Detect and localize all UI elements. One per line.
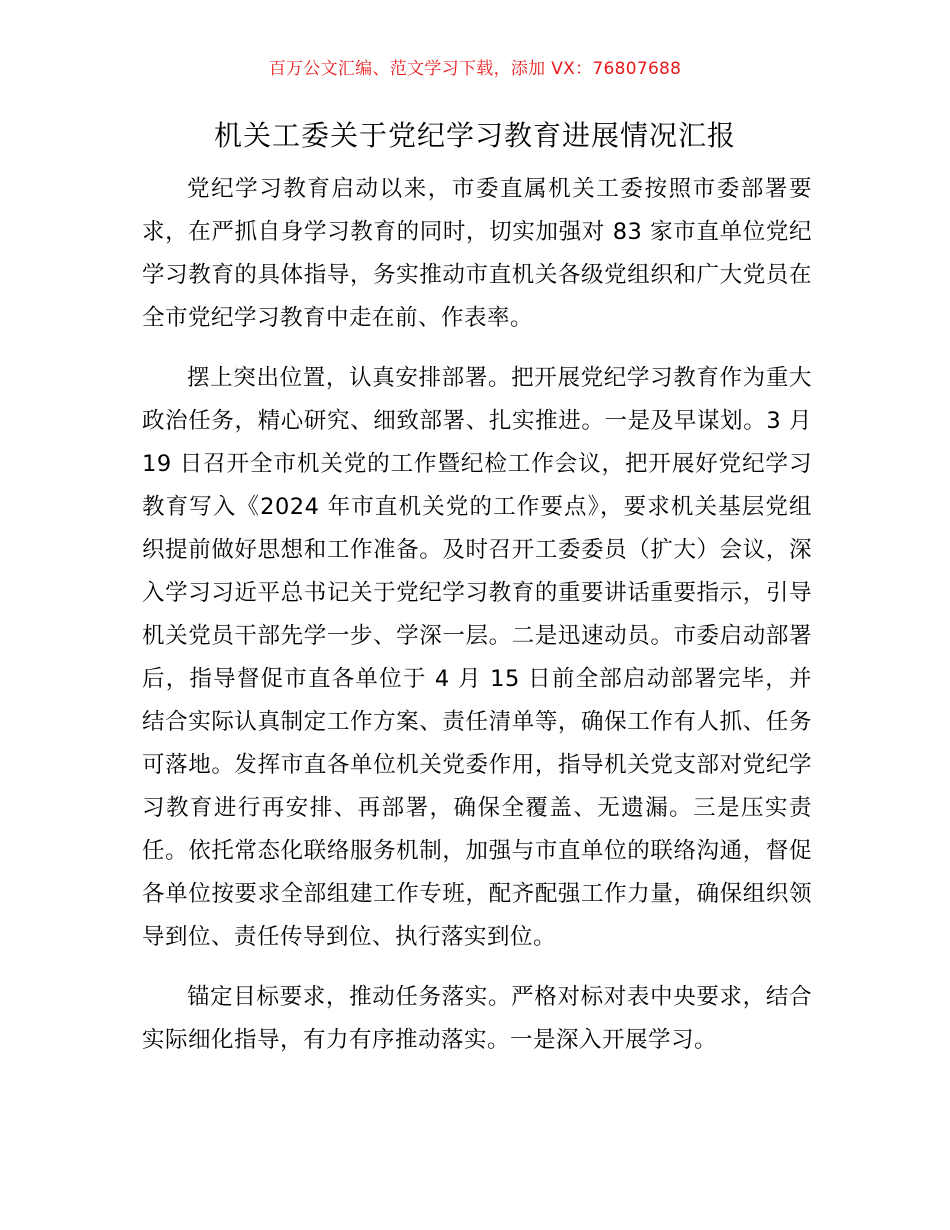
promo-header-note: 百万公文汇编、范文学习下载，添加 VX：76807688 bbox=[268, 59, 682, 79]
document-body bbox=[142, 168, 812, 1079]
paragraph-implementation: 锚定目标要求，推动任务落实。严格对标对表中央要求，结合实际细化指导，有力有序推动落实。一是深入开展学习。 bbox=[142, 984, 812, 1053]
paragraph-deployment: 摆上突出位置，认真安排部署。把开展党纪学习教育作为重大政治任务，精心研究、细致部署、扎实推进。一是及早谋划。3 月 19 日召开全市机关党的工作暨纪检工作会议，把开展好党纪学习教育写入《2024 年市直机关党的工作要点》，要求机关基层党组织提前做好思想和工作准备。及时召开工委委员（扩大）会议，深入学习习近平总书记关于党纪学习教育的重要讲话重要指示，引导机关党员干部先学一步、学深一层。二是迅速动员。市委启动部署后，指导督促市直各单位于 4 月 15 日前全部启动部署完毕，并结合实际认真制定工作方案、责任清单等，确保工作有人抓、任务可落地。发挥市直各单位机关党委作用，指导机关党支部对党纪学习教育进行再安排、再部署，确保全覆盖、无遗漏。三是压实责任。依托常态化联络服务机制，加强与市直单位的联络沟通，督促各单位按要求全部组建工作专班，配齐配强工作力量，确保组织领导到位、责任传导到位、执行落实到位。 bbox=[142, 365, 812, 950]
document-title: 机关工委关于党纪学习教育进展情况汇报 bbox=[213, 119, 736, 152]
paragraph-intro: 党纪学习教育启动以来，市委直属机关工委按照市委部署要求，在严抓自身学习教育的同时，切实加强对 83 家市直单位党纪学习教育的具体指导，务实推动市直机关各级党组织和广大党员在全市党纪学习教育中走在前、作表率。 bbox=[142, 176, 812, 331]
